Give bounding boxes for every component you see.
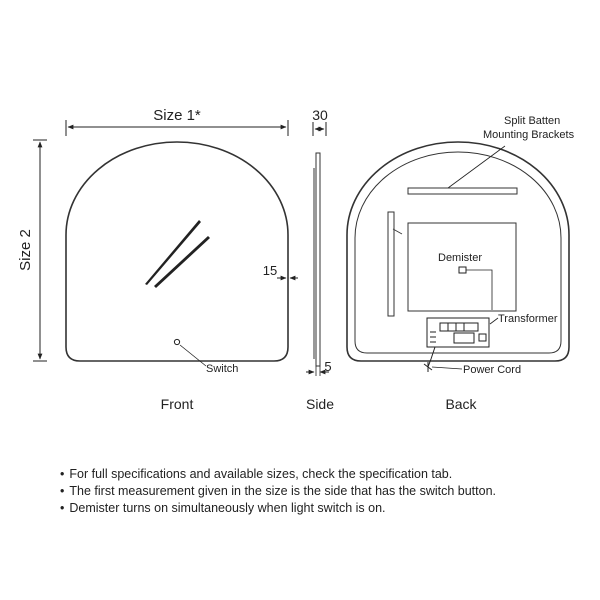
thickness-label: 5 <box>324 359 332 374</box>
switch-callout <box>174 339 238 375</box>
demister-connector-icon <box>459 267 466 273</box>
height-dimension <box>17 140 47 361</box>
note-item: • For full specifications and available sizes, check the specification tab. <box>60 466 496 483</box>
front-mirror-outline <box>66 142 288 361</box>
edge-dimension <box>263 263 298 278</box>
thickness-dimension <box>306 359 332 376</box>
plug-icon <box>424 362 432 372</box>
side-profile <box>316 153 320 366</box>
reflection-glare-icon <box>145 220 210 288</box>
side-view <box>306 107 334 412</box>
note-item: • The first measurement given in the size is the side that has the switch button. <box>60 483 496 500</box>
notes-list <box>60 466 496 517</box>
depth-dimension <box>312 107 328 136</box>
height-label: Size 2 <box>17 229 34 271</box>
note-item: • Demister turns on simultaneously when light switch is on. <box>60 500 496 517</box>
front-view <box>17 107 298 412</box>
back-view-label: Back <box>445 396 477 412</box>
back-view <box>347 115 575 412</box>
switch-label: Switch <box>206 363 239 375</box>
brackets-label-line1: Split Batten <box>504 115 561 127</box>
depth-label: 30 <box>312 107 328 123</box>
width-label: Size 1* <box>153 107 201 124</box>
brackets-label-line2: Mounting Brackets <box>483 129 575 141</box>
transformer-label: Transformer <box>498 313 558 325</box>
switch-icon <box>174 339 179 344</box>
side-view-label: Side <box>305 396 335 412</box>
demister-label: Demister <box>438 252 483 264</box>
width-dimension <box>66 107 288 136</box>
front-view-label: Front <box>160 396 194 412</box>
power-cord-label: Power Cord <box>463 364 522 376</box>
side-batten-bracket <box>388 212 394 316</box>
top-batten-bracket <box>408 188 517 194</box>
power-cord <box>428 347 435 367</box>
transformer-icon <box>427 318 489 347</box>
edge-label: 15 <box>262 263 278 278</box>
